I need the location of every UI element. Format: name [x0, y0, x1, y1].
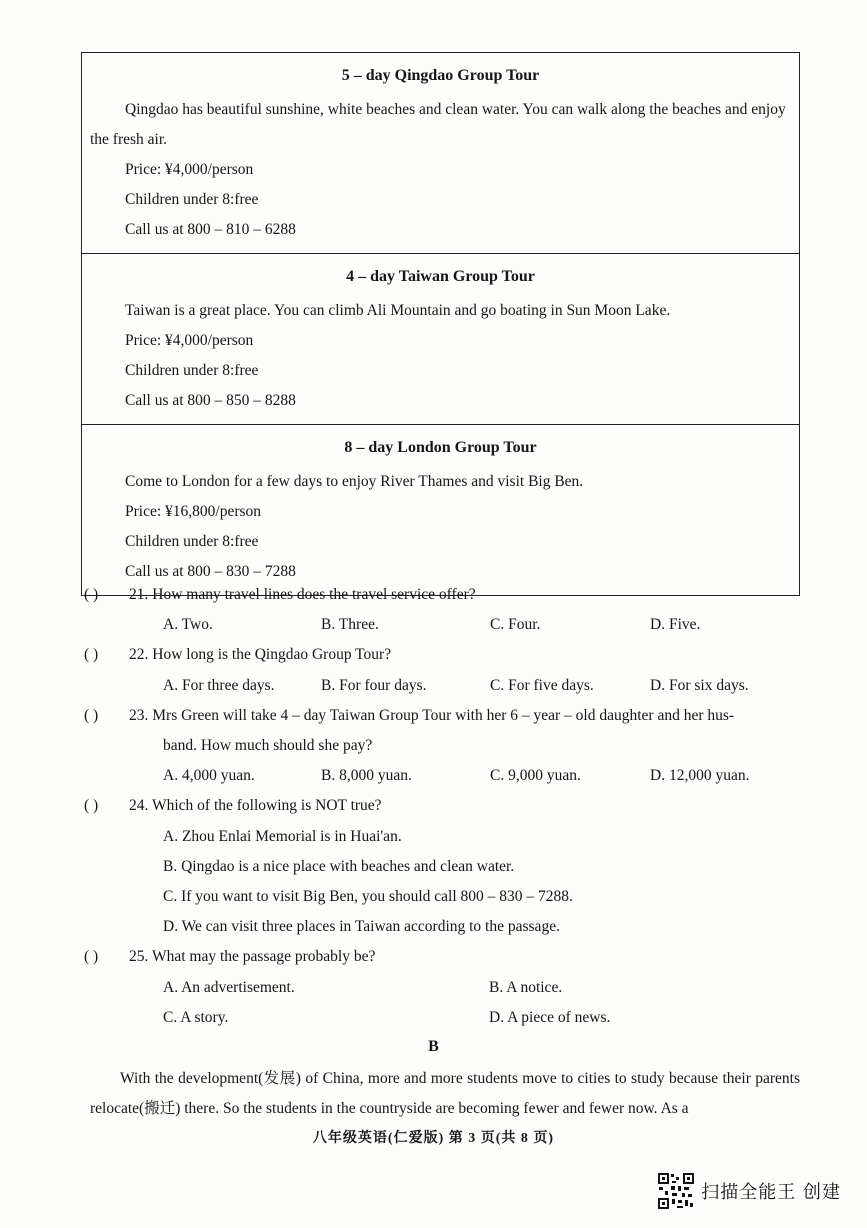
- option-a: A. An advertisement.: [163, 979, 295, 996]
- answer-blank[interactable]: ( ): [84, 797, 99, 814]
- answer-blank[interactable]: ( ): [84, 586, 99, 603]
- question-stem: 21. How many travel lines does the travel service offer?: [129, 586, 476, 603]
- option-d: D. We can visit three places in Taiwan according to the passage.: [163, 918, 560, 935]
- tour-london: [82, 425, 799, 595]
- tour-taiwan: [82, 254, 799, 425]
- tour-phone: Call us at 800 – 850 – 8288: [125, 392, 296, 409]
- answer-blank[interactable]: ( ): [84, 646, 99, 663]
- question-stem: 22. How long is the Qingdao Group Tour?: [129, 646, 392, 663]
- option-a: A. For three days.: [163, 677, 275, 694]
- option-c: C. If you want to visit Big Ben, you should call 800 – 830 – 7288.: [163, 888, 573, 905]
- option-c: C. 9,000 yuan.: [490, 767, 581, 784]
- tour-description: Taiwan is a great place. You can climb Ali Mountain and go boating in Sun Moon Lake.: [125, 302, 671, 319]
- watermark-text: 扫描全能王 创建: [701, 1182, 841, 1203]
- option-a: A. Two.: [163, 616, 213, 633]
- tour-children: Children under 8:free: [125, 533, 259, 550]
- answer-blank[interactable]: ( ): [84, 948, 99, 965]
- option-b: B. A notice.: [489, 979, 563, 996]
- tour-price: Price: ¥4,000/person: [125, 332, 254, 349]
- tour-info-box: [81, 52, 800, 596]
- tour-title: 4 – day Taiwan Group Tour: [346, 268, 535, 285]
- option-a: A. Zhou Enlai Memorial is in Huai'an.: [163, 828, 402, 845]
- tour-title: 8 – day London Group Tour: [344, 439, 537, 456]
- scanner-watermark: [657, 1172, 841, 1210]
- answer-blank[interactable]: ( ): [84, 707, 99, 724]
- option-d: D. Five.: [650, 616, 701, 633]
- option-a: A. 4,000 yuan.: [163, 767, 255, 784]
- question-stem: 24. Which of the following is NOT true?: [129, 797, 382, 814]
- tour-description: Qingdao has beautiful sunshine, white beaches and clean water. You can walk along the beaches and enjoy the fresh air.: [90, 101, 786, 148]
- tour-phone: Call us at 800 – 810 – 6288: [125, 221, 296, 238]
- question-stem-continued: band. How much should she pay?: [163, 737, 373, 754]
- option-c: C. A story.: [163, 1009, 229, 1026]
- option-d: D. 12,000 yuan.: [650, 767, 750, 784]
- tour-children: Children under 8:free: [125, 362, 259, 379]
- question-stem: 23. Mrs Green will take 4 – day Taiwan Group Tour with her 6 – year – old daughter and her hus-: [129, 707, 735, 724]
- tour-price: Price: ¥4,000/person: [125, 161, 254, 178]
- option-c: C. For five days.: [490, 677, 594, 694]
- tour-phone: Call us at 800 – 830 – 7288: [125, 563, 296, 580]
- option-b: B. For four days.: [321, 677, 427, 694]
- option-b: B. Qingdao is a nice place with beaches and clean water.: [163, 858, 515, 875]
- option-b: B. Three.: [321, 616, 379, 633]
- tour-children: Children under 8:free: [125, 191, 259, 208]
- tour-price: Price: ¥16,800/person: [125, 503, 262, 520]
- qr-code-icon: [657, 1172, 695, 1210]
- tour-qingdao: [82, 53, 799, 254]
- passage-text: With the development(发展) of China, more and more students move to cities to study because their parents relocate(搬迁) there. So the students in the countryside are becoming fewer and fewer now. As a: [90, 1070, 800, 1117]
- page-footer: 八年级英语(仁爱版) 第 3 页(共 8 页): [312, 1131, 555, 1146]
- question-stem: 25. What may the passage probably be?: [129, 948, 376, 965]
- option-d: D. For six days.: [650, 677, 749, 694]
- option-c: C. Four.: [490, 616, 541, 633]
- tour-description: Come to London for a few days to enjoy River Thames and visit Big Ben.: [125, 473, 584, 490]
- option-d: D. A piece of news.: [489, 1009, 611, 1026]
- tour-title: 5 – day Qingdao Group Tour: [341, 67, 540, 84]
- option-b: B. 8,000 yuan.: [321, 767, 412, 784]
- section-heading: B: [428, 1038, 439, 1055]
